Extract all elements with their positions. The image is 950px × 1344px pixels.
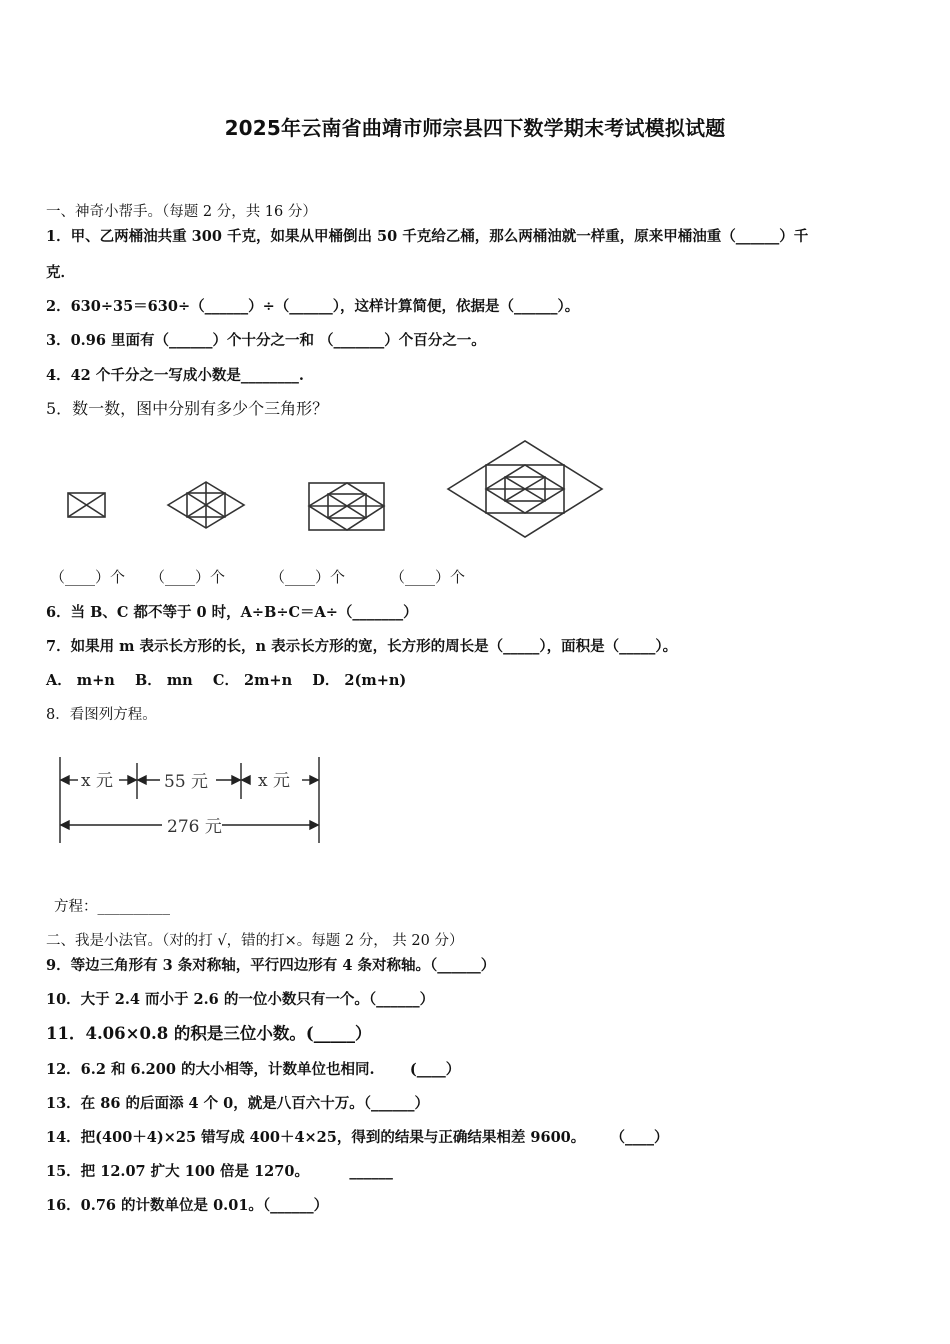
question-12: 12．6.2 和 6.200 的大小相等，计数单位也相同. (____）: [46, 1061, 461, 1078]
question-2: 2．630÷35＝630÷（______）÷（______），这样计算简便，依据是（______）。: [46, 298, 580, 315]
figure-3-rect-diamond: [309, 483, 384, 530]
question-13: 13．在 86 的后面添 4 个 0，就是八百六十万。（______）: [46, 1095, 430, 1112]
section2-heading: 二、我是小法官。（对的打 √，错的打×。每题 2 分， 共 20 分）: [46, 933, 464, 949]
section1-heading: 一、神奇小帮手。（每题 2 分，共 16 分）: [46, 204, 317, 220]
question-1-line1: 1．甲、乙两桶油共重 300 千克，如果从甲桶倒出 50 千克给乙桶，那么两桶油就一样重，原来甲桶油重（______）千: [46, 228, 809, 245]
q5-blank-1: （____）个: [50, 568, 126, 586]
question-3: 3．0.96 里面有（______）个十分之一和 （_______）个百分之一。: [46, 332, 486, 349]
triangle-figures: [60, 432, 620, 552]
figure-1-rectangle-diagonals: [68, 493, 105, 517]
question-1-line2: 克．: [46, 264, 75, 281]
q5-blank-3: （____）个: [270, 568, 346, 586]
page-title: 2025年云南省曲靖市师宗县四下数学期末考试模拟试题: [224, 116, 726, 140]
diagram-label-total: 276 元: [167, 817, 222, 837]
question-9: 9．等边三角形有 3 条对称轴，平行四边形有 4 条对称轴。（______）: [46, 957, 496, 974]
question-7: 7．如果用 m 表示长方形的长，n 表示长方形的宽，长方形的周长是（_____），面积是（_____）。: [46, 638, 678, 655]
question-6: 6．当 B、C 都不等于 0 时，A÷B÷C＝A÷（_______）: [46, 604, 418, 621]
segment-diagram: [52, 755, 332, 850]
figure-4-large-diamond: [448, 441, 602, 537]
question-4: 4．42 个千分之一写成小数是________.: [46, 367, 304, 384]
q5-blank-2: （____）个: [150, 568, 226, 586]
question-11: 11．4.06×0.8 的积是三位小数。(_____）: [46, 1024, 372, 1043]
question-14: 14．把(400＋4)×25 错写成 400＋4×25，得到的结果与正确结果相差 9600。 （____）: [46, 1129, 669, 1146]
question-8-answer: 方程：__________: [54, 899, 170, 915]
q5-blank-4: （____）个: [390, 568, 466, 586]
diagram-label-x-left: x 元: [81, 771, 113, 791]
diagram-label-55: 55 元: [164, 772, 209, 792]
question-8: 8．看图列方程。: [46, 707, 157, 723]
question-7-options: A． m+n B． mn C． 2m+n D． 2(m+n): [46, 672, 407, 689]
question-15: 15．把 12.07 扩大 100 倍是 1270。 ______: [46, 1163, 393, 1180]
question-16: 16．0.76 的计数单位是 0.01。（______）: [46, 1197, 329, 1214]
diagram-label-x-right: x 元: [258, 771, 290, 791]
question-10: 10．大于 2.4 而小于 2.6 的一位小数只有一个。（______）: [46, 991, 435, 1008]
figure-2-diamond: [168, 482, 244, 528]
question-5: 5．数一数，图中分别有多少个三角形？: [46, 399, 329, 418]
